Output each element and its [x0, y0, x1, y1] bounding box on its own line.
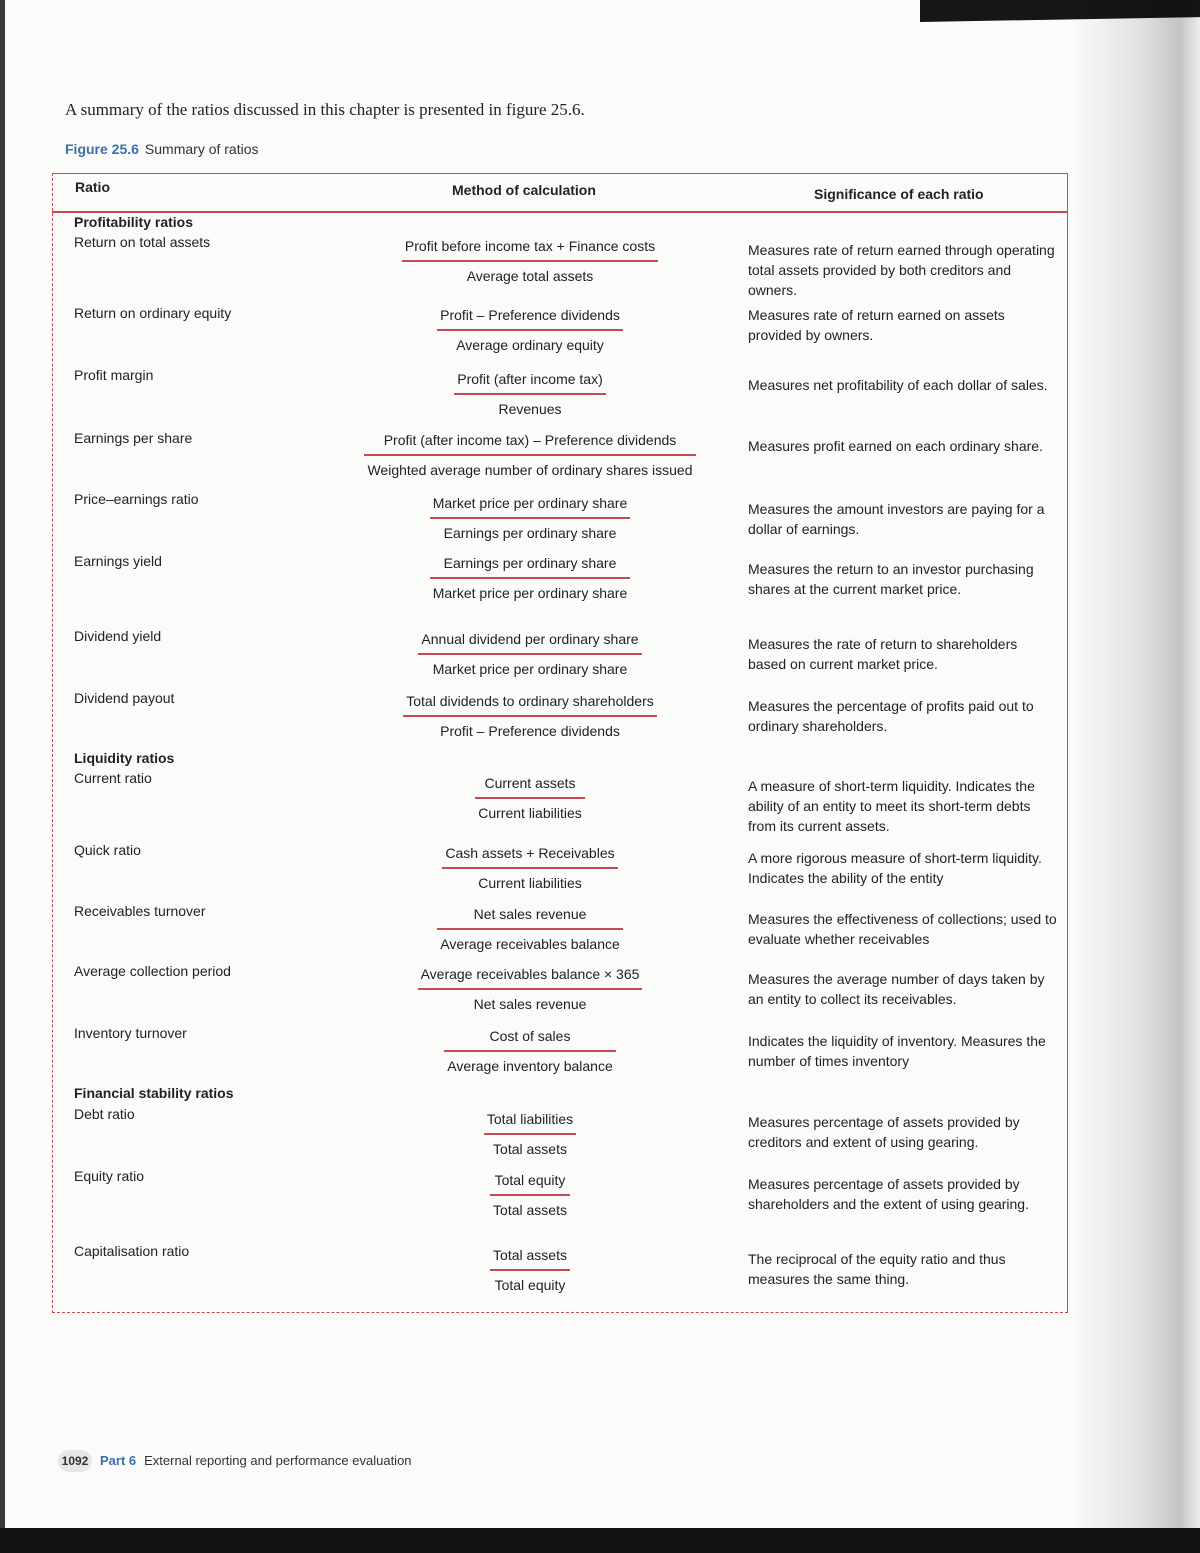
significance-text: Measures net profitability of each dollar of sales.	[748, 377, 1048, 393]
ratio-name: Quick ratio	[74, 842, 141, 858]
method-numerator: Profit before income tax + Finance costs	[404, 238, 656, 254]
fraction-line	[437, 329, 623, 331]
method-denominator: Weighted average number of ordinary shares issued	[367, 462, 693, 478]
binding-gutter-shadow	[1068, 0, 1200, 1528]
method-numerator: Total dividends to ordinary shareholders	[406, 693, 654, 709]
scan-border-bottom	[0, 1528, 1200, 1553]
fraction-line	[418, 653, 641, 655]
fraction-line	[402, 260, 658, 262]
method-denominator: Profit – Preference dividends	[440, 723, 620, 739]
ratio-name: Earnings per share	[74, 430, 193, 446]
method-numerator: Cash assets + Receivables	[445, 845, 615, 861]
page-edge-shadow	[0, 0, 5, 1553]
significance-text: A more rigorous measure of short-term liquidity. Indicates the ability of the entity	[748, 850, 1042, 886]
section-liquidity: Liquidity ratios	[74, 750, 175, 766]
ratio-name: Price–earnings ratio	[74, 491, 199, 507]
method-denominator: Average total assets	[466, 268, 594, 284]
method-numerator: Current assets	[484, 775, 576, 791]
ratio-name: Return on total assets	[74, 234, 211, 250]
ratio-name: Dividend yield	[74, 628, 162, 644]
ratio-name: Debt ratio	[74, 1106, 135, 1122]
method-numerator: Market price per ordinary share	[432, 495, 628, 511]
fraction-line	[444, 1050, 616, 1052]
significance-text: Measures the return to an investor purchasing shares at the current market price.	[748, 561, 1034, 597]
ratio-name: Receivables turnover	[74, 903, 206, 919]
method-numerator: Profit (after income tax)	[457, 371, 603, 387]
significance-text: Measures rate of return earned through operating total assets provided by both creditors and owners.	[748, 242, 1055, 298]
significance-text: The reciprocal of the equity ratio and thus measures the same thing.	[748, 1251, 1006, 1287]
method-numerator: Average receivables balance × 365	[420, 966, 640, 982]
method-denominator: Current liabilities	[478, 805, 582, 821]
method-denominator: Revenues	[498, 401, 562, 417]
method-denominator: Average inventory balance	[447, 1058, 613, 1074]
ratio-name: Inventory turnover	[74, 1025, 187, 1041]
column-header-significance: Significance of each ratio	[814, 186, 984, 202]
fraction-line	[403, 715, 656, 717]
significance-text: Measures the effectiveness of collections; used to evaluate whether receivables	[748, 911, 1057, 947]
ratio-name: Dividend payout	[74, 690, 175, 706]
significance-text: A measure of short-term liquidity. Indicates the ability of an entity to meet its short-term debts from its current assets.	[748, 778, 1035, 834]
ratio-name: Earnings yield	[74, 553, 162, 569]
method-denominator: Total assets	[493, 1202, 567, 1218]
ratio-name: Average collection period	[74, 963, 231, 979]
significance-text: Measures the rate of return to shareholders based on current market price.	[748, 636, 1018, 672]
ratio-name: Profit margin	[74, 367, 154, 383]
significance-text: Measures the percentage of profits paid out to ordinary shareholders.	[748, 698, 1034, 734]
method-denominator: Market price per ordinary share	[432, 585, 628, 601]
fraction-line	[364, 454, 695, 456]
ratio-name: Equity ratio	[74, 1168, 145, 1184]
ratio-name: Current ratio	[74, 770, 152, 786]
header-rule	[52, 211, 1067, 213]
significance-text: Measures percentage of assets provided by creditors and extent of using gearing.	[748, 1114, 1020, 1150]
page-footer	[58, 1450, 412, 1472]
part-title: External reporting and performance evaluation	[144, 1453, 412, 1468]
fraction-line	[437, 928, 623, 930]
fraction-line	[442, 867, 617, 869]
method-denominator: Market price per ordinary share	[432, 661, 628, 677]
method-denominator: Net sales revenue	[473, 996, 587, 1012]
figure-caption	[65, 141, 259, 157]
fraction-line	[490, 1269, 570, 1271]
column-header-method: Method of calculation	[452, 182, 596, 198]
page-number: 1092	[58, 1450, 92, 1472]
method-numerator: Cost of sales	[489, 1028, 571, 1044]
method-numerator: Net sales revenue	[473, 906, 587, 922]
part-label: Part 6	[100, 1453, 137, 1468]
method-numerator: Total equity	[494, 1172, 566, 1188]
significance-text: Indicates the liquidity of inventory. Measures the number of times inventory	[748, 1033, 1046, 1069]
section-profitability: Profitability ratios	[74, 214, 194, 230]
significance-text: Measures rate of return earned on assets provided by owners.	[748, 307, 1005, 343]
significance-text: Measures percentage of assets provided by shareholders and the extent of using gearing.	[748, 1176, 1029, 1212]
method-numerator: Profit – Preference dividends	[440, 307, 620, 323]
method-numerator: Total liabilities	[486, 1111, 574, 1127]
method-denominator: Total equity	[494, 1277, 566, 1293]
section-financial-stability: Financial stability ratios	[74, 1085, 234, 1101]
method-denominator: Average ordinary equity	[456, 337, 604, 353]
ratio-name: Capitalisation ratio	[74, 1243, 190, 1259]
fraction-line	[430, 517, 631, 519]
fraction-line	[430, 577, 631, 579]
significance-text: Measures the amount investors are paying for a dollar of earnings.	[748, 501, 1045, 537]
method-denominator: Average receivables balance	[440, 936, 620, 952]
fraction-line	[475, 797, 584, 799]
ratio-name: Return on ordinary equity	[74, 305, 232, 321]
figure-number: Figure 25.6	[65, 141, 139, 157]
fraction-line	[490, 1194, 570, 1196]
method-denominator: Current liabilities	[478, 875, 582, 891]
method-numerator: Total assets	[493, 1247, 567, 1263]
method-denominator: Total assets	[493, 1141, 567, 1157]
method-numerator: Earnings per ordinary share	[443, 555, 617, 571]
significance-text: Measures the average number of days taken by an entity to collect its receivables.	[748, 971, 1045, 1007]
significance-text: Measures profit earned on each ordinary share.	[748, 438, 1043, 454]
fraction-line	[454, 393, 605, 395]
method-denominator: Earnings per ordinary share	[443, 525, 617, 541]
fraction-line	[418, 988, 643, 990]
figure-title: Summary of ratios	[144, 141, 259, 157]
method-numerator: Profit (after income tax) – Preference dividends	[383, 432, 677, 448]
intro-paragraph: A summary of the ratios discussed in this chapter is presented in figure 25.6.	[65, 100, 585, 119]
column-header-ratio: Ratio	[75, 179, 110, 195]
fraction-line	[484, 1133, 576, 1135]
method-numerator: Annual dividend per ordinary share	[421, 631, 639, 647]
